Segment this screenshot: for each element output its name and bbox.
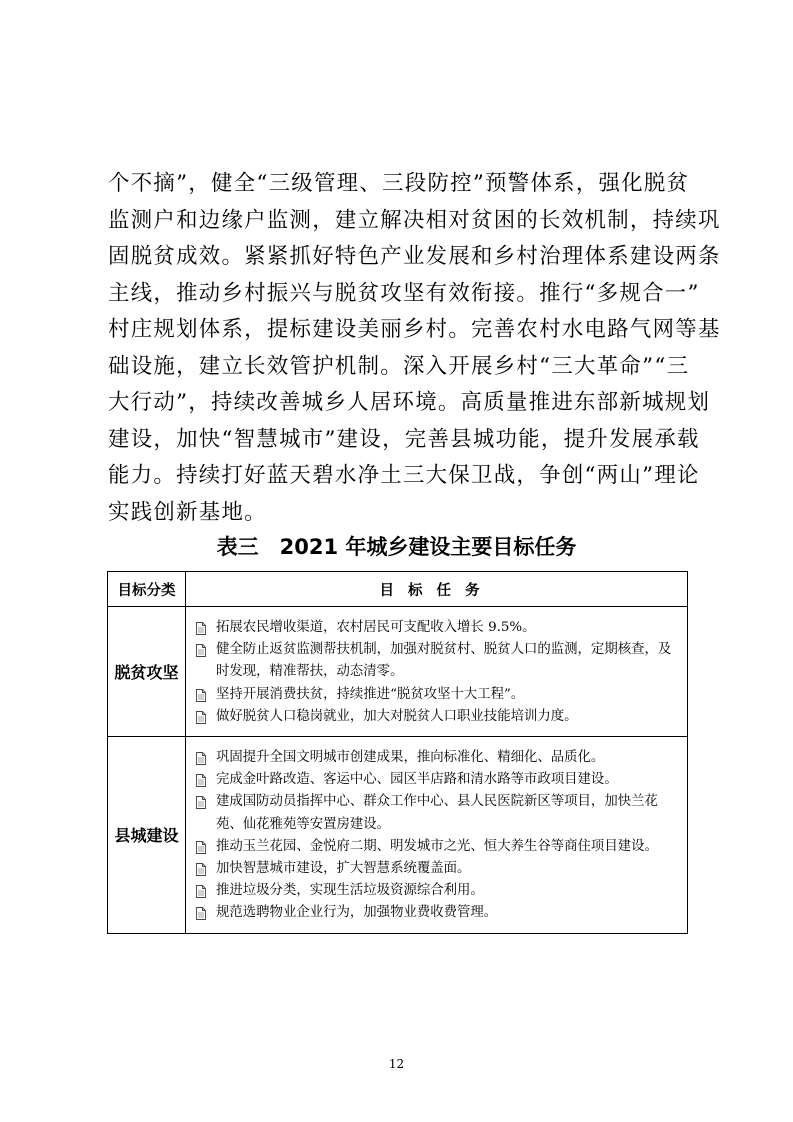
body-paragraph <box>108 166 721 531</box>
paragraph-line: 础设施，建立长效管护机制。深入开展乡村“三大革命”“三 <box>108 353 690 379</box>
task-text: 做好脱贫人口稳岗就业，加大对脱贫人口职业技能培训力度。 <box>216 708 578 724</box>
document-icon <box>196 840 206 853</box>
task-text: 推进垃圾分类，实现生活垃圾资源综合利用。 <box>216 883 484 899</box>
paragraph-line: 大行动”，持续改善城乡人居环境。高质量推进东部新城规划 <box>108 390 711 415</box>
task-text: 巩固提升全国文明城市创建成果，推向标准化、精细化、品质化。 <box>216 750 605 766</box>
task-item <box>192 858 681 880</box>
table-row <box>108 607 688 737</box>
paragraph-line: 主线，推动乡村振兴与脱贫攻坚有效衔接。推行“多规合一” <box>108 280 700 306</box>
document-icon <box>196 643 206 656</box>
paragraph-line: 个不摘”，健全“三级管理、三段防控”预警体系，强化脱贫 <box>108 171 690 196</box>
category-cell: 县城建设 <box>108 737 186 934</box>
task-item <box>192 880 681 902</box>
task-text: 完成金叶路改造、客运中心、园区半店路和清水路等市政项目建设。 <box>216 772 618 788</box>
tasks-cell <box>186 737 688 934</box>
document-icon <box>196 751 206 764</box>
paragraph-line: 实践创新基地。 <box>108 499 267 525</box>
paragraph-line: 建设，加快“智慧城市”建设，完善县城功能，提升发展承载 <box>108 426 700 452</box>
paragraph-line: 固脱贫成效。紧紧抓好特色产业发展和乡村治理体系建设两条 <box>108 244 721 269</box>
document-icon <box>196 906 206 919</box>
task-item <box>192 747 681 769</box>
document-icon <box>196 688 206 701</box>
table-header-row <box>108 572 688 607</box>
task-text: 健全防止返贫监测帮扶机制，加强对脱贫村、脱贫人口的监测，定期核查，及时发现，精准帮扶，动态清零。 <box>216 642 672 680</box>
task-text: 规范选聘物业企业行为，加强物业费收费管理。 <box>216 905 498 921</box>
document-icon <box>196 862 206 875</box>
task-item <box>192 639 681 683</box>
category-cell: 脱贫攻坚 <box>108 607 186 737</box>
task-text: 拓展农民增收渠道，农村居民可支配收入增长 9.5%。 <box>216 620 536 635</box>
task-list <box>192 617 681 728</box>
table-title: 表三 2021 年城乡建设主要目标任务 <box>216 535 577 559</box>
document-icon <box>196 773 206 786</box>
table-row <box>108 737 688 934</box>
document-icon <box>196 710 206 723</box>
task-item <box>192 706 681 728</box>
page-number: 12 <box>388 1057 405 1071</box>
task-item <box>192 769 681 791</box>
document-icon <box>196 621 206 634</box>
document-icon <box>196 884 206 897</box>
task-list <box>192 747 681 925</box>
task-item <box>192 791 681 835</box>
task-text: 推动玉兰花园、金悦府二期、明发城市之光、恒大养生谷等商住项目建设。 <box>216 838 658 854</box>
header-category: 目标分类 <box>108 572 186 607</box>
paragraph-line: 能力。持续打好蓝天碧水净土三大保卫战，争创“两山”理论 <box>108 463 700 488</box>
task-item <box>192 836 681 858</box>
task-text: 坚持开展消费扶贫，持续推进“脱贫攻坚十大工程”。 <box>216 686 525 702</box>
task-item <box>192 902 681 924</box>
task-text: 建成国防动员指挥中心、群众工作中心、县人民医院新区等项目，加快兰花苑、仙花雅苑等安置房建设。 <box>216 794 658 832</box>
task-text: 加快智慧城市建设，扩大智慧系统覆盖面。 <box>216 861 471 877</box>
task-item <box>192 617 681 639</box>
paragraph-line: 村庄规划体系，提标建设美丽乡村。完善农村水电路气网等基 <box>108 317 721 342</box>
document-icon <box>196 795 206 808</box>
targets-table <box>107 571 688 934</box>
paragraph-line: 监测户和边缘户监测，建立解决相对贫困的长效机制，持续巩 <box>108 207 721 233</box>
tasks-cell <box>186 607 688 737</box>
task-item <box>192 684 681 706</box>
header-tasks: 目标任务 <box>186 572 688 607</box>
